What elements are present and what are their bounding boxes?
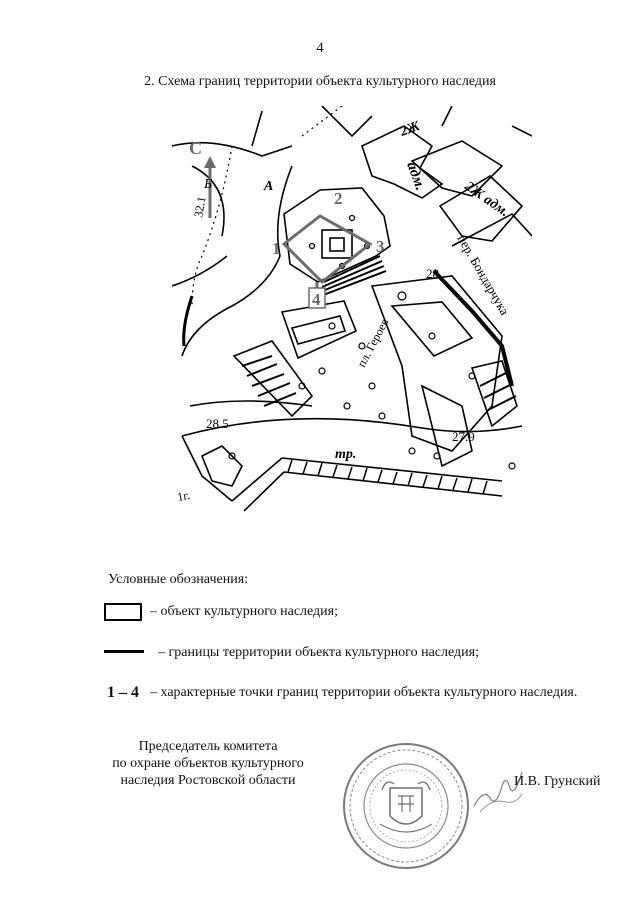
legend-points-symbol: 1 – 4 bbox=[107, 684, 139, 701]
legend-points-text: – характерные точки границ территории объекта культурного наследия. bbox=[150, 685, 578, 700]
point-label-4: 4 bbox=[312, 290, 321, 309]
official-seal bbox=[340, 740, 472, 872]
point-label-1: 1 bbox=[272, 239, 281, 258]
building-label-adm: адм. bbox=[403, 159, 429, 193]
zone-label-tr: тр. bbox=[335, 447, 357, 462]
elevation-label-3: 27.9 bbox=[452, 429, 475, 444]
page-number: 4 bbox=[316, 40, 324, 56]
signer-title bbox=[88, 738, 328, 789]
legend-object-symbol bbox=[104, 603, 142, 621]
legend-object-text: – объект культурного наследия; bbox=[150, 604, 338, 619]
legend-boundary-text: – границы территории объекта культурного наследия; bbox=[158, 645, 479, 660]
map-caption: 2. Схема границ территории объекта культурного наследия bbox=[144, 74, 496, 89]
signer-title-line-1: Председатель комитета bbox=[138, 739, 278, 754]
point-label-2: 2 bbox=[334, 189, 343, 208]
street-label-bondarchuk: пер. Бондарчука bbox=[454, 232, 513, 318]
north-label: С bbox=[189, 138, 202, 158]
signer-name: И.В. Грунский bbox=[514, 774, 601, 789]
street-label-geroev: пл. Героев bbox=[354, 316, 392, 370]
elevation-label-2: 28.5 bbox=[206, 416, 229, 431]
boundary-scheme-map bbox=[172, 106, 532, 518]
signer-title-line-3: наследия Ростовской области bbox=[120, 773, 296, 788]
building-label-2zh-adm: 2Ж адм. bbox=[461, 178, 512, 221]
signer-title-line-2: по охране объектов культурного bbox=[112, 756, 304, 771]
zone-label-a: А bbox=[264, 179, 274, 194]
zone-label-1g: 1г. bbox=[176, 487, 191, 504]
building-label-2zh: 2Ж bbox=[398, 118, 423, 140]
point-label-3: 3 bbox=[376, 237, 385, 256]
zone-label-b: Б bbox=[204, 177, 213, 192]
legend-boundary-symbol bbox=[104, 650, 144, 653]
elevation-label-1: 28. bbox=[426, 266, 443, 281]
legend-title: Условные обозначения: bbox=[108, 572, 249, 587]
misc-label: 32.1 bbox=[191, 195, 209, 219]
